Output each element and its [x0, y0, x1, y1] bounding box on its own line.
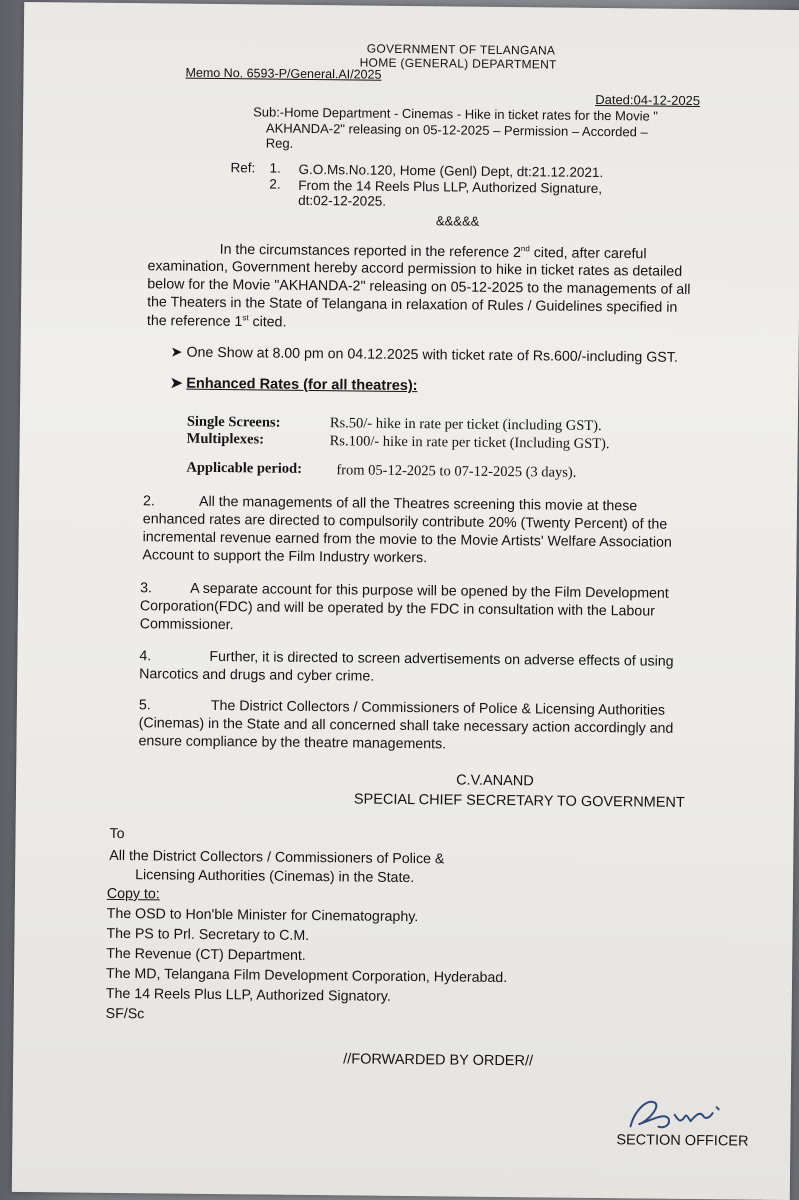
para-3-line-1: A separate account for this purpose will be opened by the Film Development — [190, 580, 669, 602]
memo-date: Dated:04-12-2025 — [595, 91, 701, 109]
para-3-number: 3. — [140, 580, 153, 597]
single-screens-value: Rs.50/- hike in rate per ticket (including GST). — [329, 415, 602, 435]
para-3-line-3: Commissioner. — [139, 616, 234, 634]
ref-2-date: dt:02-12-2025. — [298, 192, 387, 209]
to-label: To — [109, 825, 125, 843]
ref-2-text: From the 14 Reels Plus LLP, Authorized Signature, — [298, 177, 603, 197]
ref-1-number: 1. — [269, 160, 281, 176]
para-5-number: 5. — [138, 697, 151, 714]
para-5-line-1: The District Collectors / Commissioners of Police & Licensing Authorities — [210, 697, 666, 719]
para-4-line-2: Narcotics and drugs and cyber crime. — [139, 666, 375, 685]
multiplexes-label: Multiplexes: — [186, 430, 265, 448]
main-para-line-4: the Theaters in the State of Telangana in relaxation of Rules / Guidelines specified in — [147, 294, 678, 316]
applicable-period-value: from 05-12-2025 to 07-12-2025 (3 days). — [336, 462, 577, 481]
show-bullet-text: One Show at 8.00 pm on 04.12.2025 with ticket rate of Rs.600/-including GST. — [186, 344, 678, 366]
para-2-line-3: incremental revenue earned from the movie to the Movie Artists' Welfare Association — [142, 529, 672, 551]
main-para-line-3: below for the Movie "AKHANDA-2" releasing on 05-12-2025 to the managements of all — [147, 276, 691, 298]
memo-number: Memo No. 6593-P/General.AI/2025 — [185, 65, 382, 82]
main-para-line-5: the reference 1st cited. — [146, 312, 287, 331]
para-5-line-3: ensure compliance by the theatre managements. — [138, 733, 447, 753]
para-2-line-4: Account to support the Film Industry workers. — [142, 547, 428, 567]
forwarded-by-order: //FORWARDED BY ORDER// — [343, 1051, 534, 1070]
ref-1-text: G.O.Ms.No.120, Home (Genl) Dept, dt:21.12.2021. — [298, 161, 604, 181]
memo-document — [12, 2, 799, 1200]
to-line-2: Licensing Authorities (Cinemas) in the State. — [135, 867, 415, 887]
to-line-1: All the District Collectors / Commissioners of Police & — [109, 847, 445, 868]
separator-ampersands: &&&&& — [435, 213, 480, 229]
para-2-line-2: enhanced rates are directed to compulsorily contribute 20% (Twenty Percent) of the — [142, 511, 668, 533]
copy-item: The 14 Reels Plus LLP, Authorized Signatory. — [105, 985, 391, 1005]
subject-line-1: Sub:-Home Department - Cinemas - Hike in ticket rates for the Movie " — [253, 104, 659, 124]
copy-item: SF/Sc — [105, 1005, 145, 1023]
header-govt: GOVERNMENT OF TELANGANA — [366, 41, 556, 58]
header-dept: HOME (GENERAL) DEPARTMENT — [359, 55, 557, 72]
multiplexes-value: Rs.100/- hike in rate per ticket (Including GST). — [329, 433, 610, 453]
para-2-line-1: All the managements of all the Theatres screening this movie at these — [198, 493, 638, 515]
main-para-line-2: examination, Government hereby accord permission to hike in ticket rates as detailed — [147, 258, 683, 280]
para-5-line-2: (Cinemas) in the State and all concerned shall take necessary action accordingly and — [138, 715, 674, 737]
enhanced-rates-heading: Enhanced Rates (for all theatres): — [186, 375, 418, 395]
copy-item: The MD, Telangana Film Development Corporation, Hyderabad. — [105, 965, 508, 987]
para-4-number: 4. — [139, 648, 152, 665]
applicable-period-label: Applicable period: — [186, 459, 303, 477]
enhanced-rates-bullet — [170, 376, 417, 395]
show-bullet — [171, 345, 678, 366]
ref-2-number: 2. — [269, 176, 281, 192]
para-2-number: 2. — [142, 493, 155, 510]
copy-item: The OSD to Hon'ble Minister for Cinematography. — [106, 905, 419, 926]
section-officer-label: SECTION OFFICER — [616, 1132, 749, 1150]
main-para-line-1: In the circumstances reported in the reference 2nd cited, after careful — [219, 241, 647, 263]
arrow-bullet-icon: ➤ — [170, 344, 183, 361]
signatory-title: SPECIAL CHIEF SECRETARY TO GOVERNMENT — [353, 791, 685, 811]
copy-to-label: Copy to: — [106, 885, 160, 903]
para-4-line-1: Further, it is directed to screen advertisements on adverse effects of using — [209, 648, 674, 670]
single-screens-label: Single Screens: — [186, 413, 281, 431]
copy-item: The PS to Prl. Secretary to C.M. — [106, 925, 310, 944]
copy-item: The Revenue (CT) Department. — [106, 945, 306, 964]
signatory-name: C.V.ANAND — [456, 772, 534, 790]
para-3-line-2: Corporation(FDC) and will be operated by the FDC in consultation with the Labour — [139, 598, 655, 620]
arrow-bullet-icon: ➤ — [170, 375, 183, 392]
subject-line-2: AKHANDA-2" releasing on 05-12-2025 – Permission – Accorded – — [265, 120, 648, 140]
subject-line-3: Reg. — [265, 135, 294, 151]
ref-label: Ref: — [230, 160, 256, 176]
